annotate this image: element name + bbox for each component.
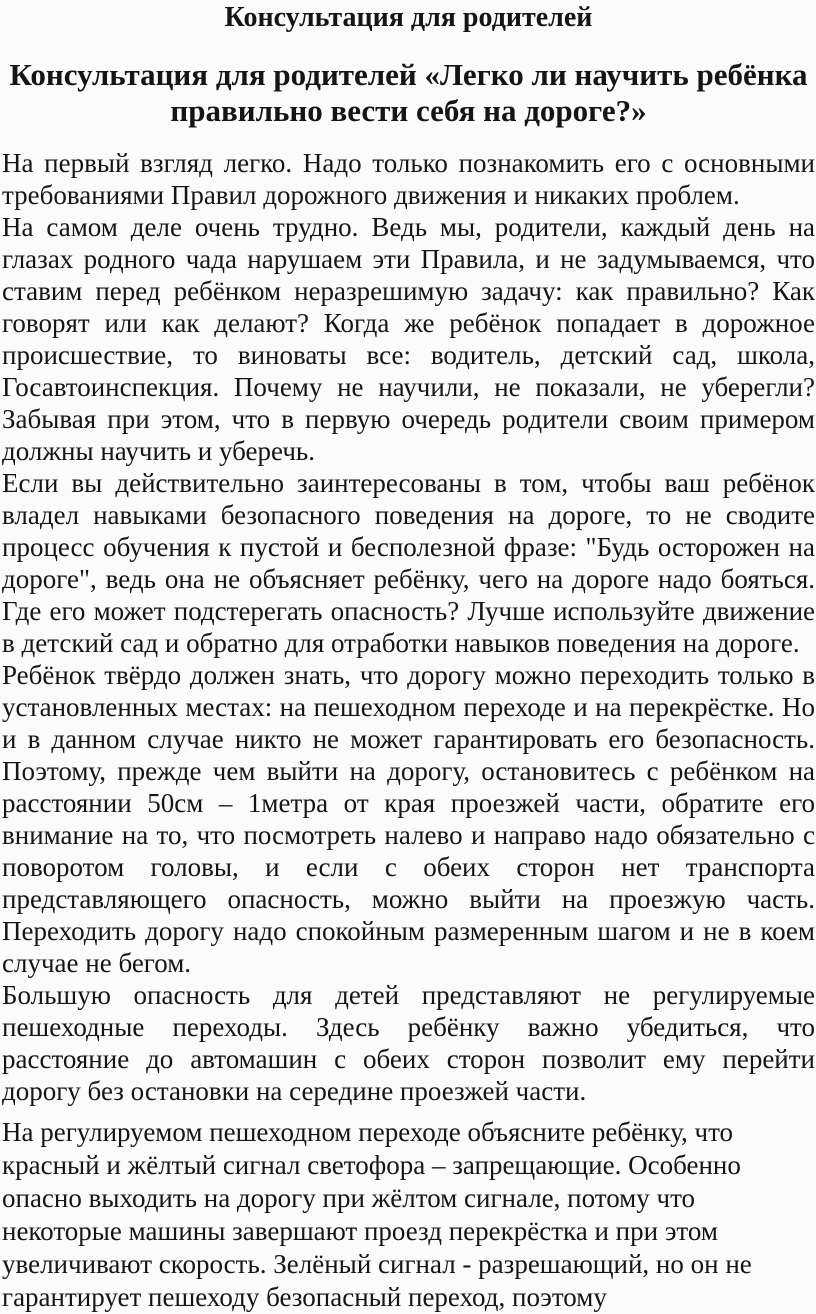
document-title: Консультация для родителей [224, 2, 593, 33]
body-paragraph-2: На самом деле очень трудно. Ведь мы, родители, каждый день на глазах родного чада нарушаем эти Правила, и не задумываемся, что ставим перед ребёнком неразрешимую задачу: как правильно? Как говорят или как делают? Когда же ребёнок попадает в дорожное происшествие, то виноваты все: водитель, детский сад, школа, Госавтоинспекция. Почему не научили, не показали, не уберегли? Забывая при этом, что в первую очередь родители своим примером должны научить и уберечь. [2, 212, 815, 466]
document-subtitle: Консультация для родителей «Легко ли научить ребёнка правильно вести себя на дороге?» [9, 57, 808, 128]
body-paragraph-6: На регулируемом пешеходном переходе объясните ребёнку, что красный и жёлтый сигнал светофора – запрещающие. Особенно опасно выходить на дорогу при жёлтом сигнале, потому что некоторые машины завершают проезд перекрёстка и при этом увеличивают скорость. Зелёный сигнал - разрешающий, но он не гарантирует пешеходу безопасный переход, поэтому [2, 1117, 752, 1312]
body-paragraph-3: Если вы действительно заинтересованы в том, чтобы ваш ребёнок владел навыками безопасного поведения на дороге, то не сводите процесс обучения к пустой и бесполезной фразе: "Будь осторожен на дороге", ведь она не объясняет ребёнку, чего на дороге надо бояться. Где его может подстерегать опасность? Лучше используйте движение в детский сад и обратно для отработки навыков поведения на дороге. [2, 468, 815, 658]
body-paragraph-4: Ребёнок твёрдо должен знать, что дорогу можно переходить только в установленных местах: на пешеходном переходе и на перекрёстке. Но и в данном случае никто не может гарантировать его безопасность. Поэтому, прежде чем выйти на дорогу, остановитесь с ребёнком на расстоянии 50см – 1метра от края проезжей части, обратите его внимание на то, что посмотреть налево и направо надо обязательно с поворотом головы, и если с обеих сторон нет транспорта представляющего опасность, можно выйти на проезжую часть. Переходить дорогу надо спокойным размеренным шагом и не в коем случае не бегом. [2, 660, 815, 978]
body-paragraph-1: На первый взгляд легко. Надо только познакомить его с основными требованиями Правил дорожного движения и никаких проблем. [2, 148, 815, 210]
body-paragraph-5: Большую опасность для детей представляют не регулируемые пешеходные переходы. Здесь ребёнку важно убедиться, что расстояние до автомашин с обеих сторон позволит ему перейти дорогу без остановки на середине проезжей части. [2, 980, 815, 1106]
document-body [2, 147, 815, 1314]
